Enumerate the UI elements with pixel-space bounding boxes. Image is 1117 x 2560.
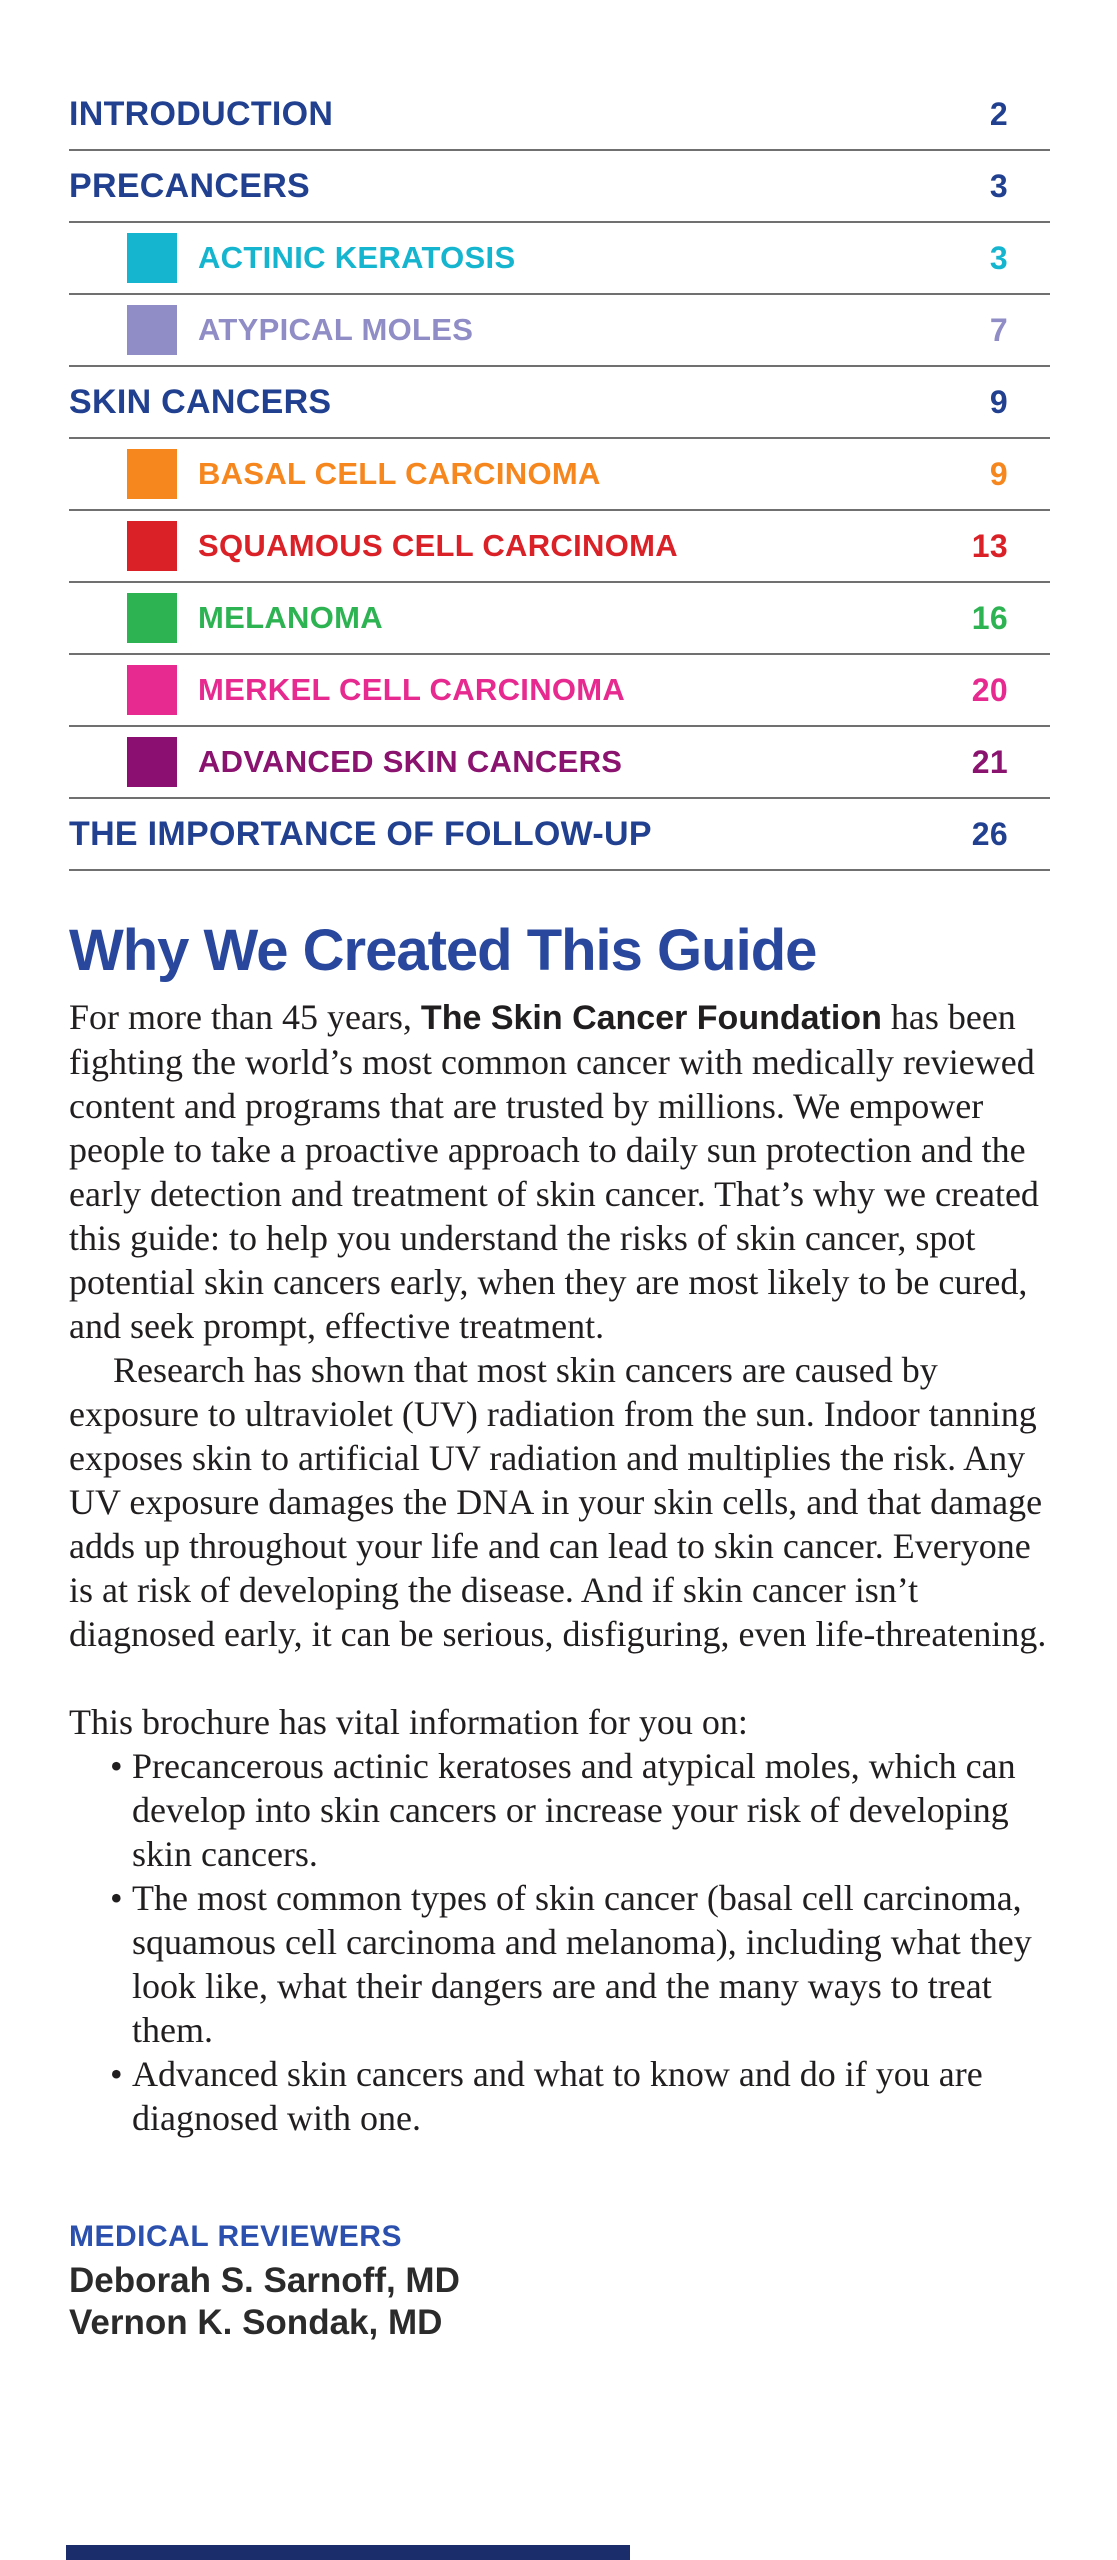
toc-row-basal-cell-carcinoma[interactable]: [69, 439, 1050, 511]
toc-entry-label: SKIN CANCERS: [69, 382, 332, 421]
toc-page-number: 3: [989, 167, 1008, 204]
toc-entry-label: MELANOMA: [198, 600, 383, 635]
toc-row-merkel-cell-carcinoma[interactable]: [69, 655, 1050, 727]
toc-row-atypical-moles[interactable]: [69, 295, 1050, 367]
toc-entry-label: MERKEL CELL CARCINOMA: [198, 672, 626, 707]
toc-entry-label: BASAL CELL CARCINOMA: [198, 456, 601, 491]
toc-page-number: 13: [971, 527, 1008, 564]
toc-page-number: 26: [971, 815, 1008, 852]
toc-page-number: 9: [989, 455, 1008, 492]
toc-entry-label: ATYPICAL MOLES: [198, 312, 474, 347]
intro-paragraph-prefix: For more than 45 years,: [69, 997, 421, 1037]
color-swatch: [127, 305, 177, 355]
toc-row-introduction[interactable]: [69, 79, 1050, 151]
toc-row-skin-cancers[interactable]: [69, 367, 1050, 439]
footer-bar: [66, 2545, 630, 2560]
reviewer-name: Vernon K. Sondak, MD: [69, 2303, 443, 2342]
toc-row-actinic-keratosis[interactable]: [69, 223, 1050, 295]
toc-entry-label: PRECANCERS: [69, 166, 311, 205]
color-swatch: [127, 737, 177, 787]
medical-reviewers-section: [69, 2220, 1050, 2344]
toc-row-melanoma[interactable]: [69, 583, 1050, 655]
toc-page-number: 3: [989, 239, 1008, 276]
reviewer-name: Deborah S. Sarnoff, MD: [69, 2261, 460, 2300]
toc-page-number: 9: [989, 383, 1008, 420]
toc-entry-label: ADVANCED SKIN CANCERS: [198, 744, 623, 779]
toc-row-advanced-skin-cancers[interactable]: [69, 727, 1050, 799]
foundation-name-bold: The Skin Cancer Foundation: [420, 999, 882, 1037]
toc-page-number: 2: [989, 95, 1008, 132]
page-title: Why We Created This Guide: [69, 918, 817, 983]
bullet-item: • Precancerous actinic keratoses and atypical moles, which can develop into skin cancers or increase your risk of developing skin cancers.: [110, 1744, 1050, 1876]
color-swatch: [127, 593, 177, 643]
toc-entry-label: INTRODUCTION: [69, 94, 334, 133]
color-swatch: [127, 665, 177, 715]
bullet-list: [69, 1744, 1050, 2140]
bullet-item: • The most common types of skin cancer (basal cell carcinoma, squamous cell carcinoma and melanoma), including what they look like, what their dangers are and the many ways to treat them.: [110, 1876, 1050, 2052]
toc-entry-label: SQUAMOUS CELL CARCINOMA: [198, 528, 678, 563]
medical-reviewers-names: [69, 2260, 1050, 2344]
toc-entry-label: THE IMPORTANCE OF FOLLOW-UP: [69, 814, 652, 853]
toc-page-number: 20: [971, 671, 1008, 708]
bullet-item: • Advanced skin cancers and what to know and do if you are diagnosed with one.: [110, 2052, 1050, 2140]
color-swatch: [127, 233, 177, 283]
intro-paragraph: [69, 995, 1050, 1348]
medical-reviewers-heading: MEDICAL REVIEWERS: [69, 2220, 402, 2253]
toc-entry-label: ACTINIC KERATOSIS: [198, 240, 516, 275]
toc-row-precancers[interactable]: [69, 151, 1050, 223]
toc-page-number: 21: [971, 743, 1008, 780]
bullet-list-intro: This brochure has vital information for you on:: [69, 1702, 748, 1742]
color-swatch: [127, 521, 177, 571]
toc-row-the-importance-of-follow-up[interactable]: [69, 799, 1050, 871]
table-of-contents: [69, 79, 1050, 871]
toc-row-squamous-cell-carcinoma[interactable]: [69, 511, 1050, 583]
intro-paragraph-suffix: has been fighting the world’s most common cancer with medically reviewed content and programs that are trusted by millions. We empower people to take a proactive approach to daily sun protection and the early detection and treatment of skin cancer. That’s why we created this guide: to help you understand the risks of skin cancer, spot potential skin cancers early, when they are most likely to be cured, and seek prompt, effective treatment.: [69, 997, 1039, 1346]
page-content: [69, 0, 1050, 2344]
toc-page-number: 7: [989, 311, 1008, 348]
color-swatch: [127, 449, 177, 499]
research-paragraph: Research has shown that most skin cancers are caused by exposure to ultraviolet (UV) radiation from the sun. Indoor tanning exposes skin to artificial UV radiation and multiplies the risk. Any UV exposure damages the DNA in your skin cells, and that damage adds up throughout your life and can lead to skin cancer. Everyone is at risk of developing the disease. And if skin cancer isn’t diagnosed early, it can be serious, disfiguring, even life-threatening.: [69, 1350, 1047, 1654]
toc-page-number: 16: [971, 599, 1008, 636]
